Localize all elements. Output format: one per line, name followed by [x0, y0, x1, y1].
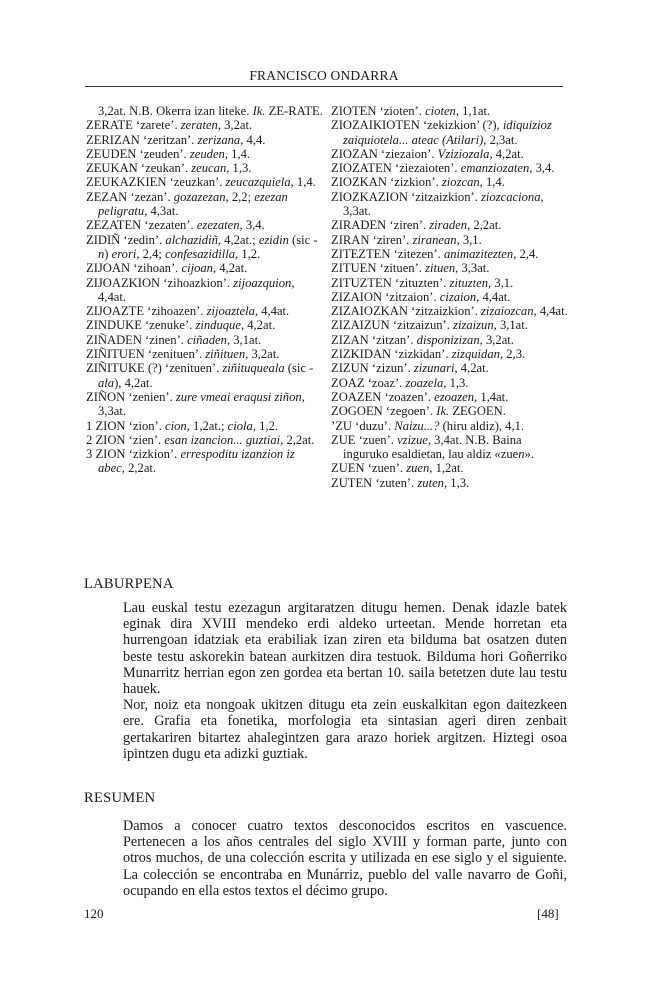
- glossary-entry: ZERIZAN ‘zeritzan’. zerizana, 4,4.: [86, 132, 266, 147]
- glossary-entry: 3 ZION ‘zizkion’. errespoditu izanzion iz abec, 2,2at.: [86, 447, 295, 476]
- glossary-entry: ZIDIÑ ‘zedin’. alchazidiñ, 4,2at.; ezidin (sic -n) erori, 2,4; confesazidilla, 1,2.: [86, 232, 318, 261]
- glossary-entry: ZITEZTEN ‘zitezen’. animazitezten, 2,4.: [331, 246, 539, 261]
- glossary-entry: ZIOZATEN ‘ziezaioten’. emanziozaten, 3,4.: [331, 161, 555, 176]
- glossary-entry: ZIZAN ‘zitzan’. disponizizan, 3,2at.: [331, 332, 514, 347]
- glossary-entry: ZIJOAN ‘zihoan’. cijoan, 4,2at.: [86, 261, 248, 276]
- glossary-entry: ZIZAIZUN ‘zitzaizun’. zizaizun, 3,1at.: [331, 318, 528, 333]
- resumen-heading: RESUMEN: [84, 790, 156, 806]
- glossary-entry: ZOAZ ‘zoaz’. zoazela, 1,3.: [331, 375, 469, 390]
- glossary-entry: ZIRADEN ‘ziren’. ziraden, 2,2at.: [331, 218, 502, 233]
- glossary-entry: ZUE ‘zuen’. vzizue, 3,4at. N.B. Baina inguruko esaldietan, lau aldiz «zuen».: [331, 432, 534, 462]
- glossary-entry: ZIZKIDAN ‘zizkidan’. zizquidan, 2,3.: [331, 347, 526, 362]
- glossary-entry: ZIÑON ‘zenien’. zure vmeai eraqusi ziñon, 3,3at.: [86, 389, 305, 419]
- glossary-entry: ZUEN ‘zuen’. zuen, 1,2at.: [331, 461, 464, 476]
- glossary-entry: ZOAZEN ‘zoazen’. ezoazen, 1,4at.: [331, 389, 509, 404]
- glossary-entry: ZUTEN ‘zuten’. zuten, 1,3.: [331, 475, 470, 490]
- resumen-paragraph-1: Damos a conocer cuatro textos desconocidos escritos en vascuence. Pertenecen a los años centrales del siglo XVIII y forman parte, junto con otros muchos, de una colección escrita y utilizada en ese siglo y el siguiente. La colección se encontraba en Munárriz, pueblo del valle navarro de Goñi, ocupando en ella estos textos el décimo grupo.: [123, 818, 567, 899]
- glossary-entry: ZIOZKAN ‘zizkion’. ziozcan, 1,4.: [331, 175, 505, 190]
- glossary-entry: ZIÑADEN ‘zinen’. ciñaden, 3,1at.: [86, 332, 262, 347]
- resumen-body: [123, 818, 567, 899]
- header-rule: [85, 86, 563, 87]
- glossary-entry: ZITUZTEN ‘zituzten’. zituzten, 3,1.: [331, 275, 514, 290]
- glossary-entry: ZIJOAZKION ‘zihoazkion’. zijoazquion, 4,4at.: [86, 275, 295, 304]
- glossary-left-column: [86, 104, 324, 476]
- laburpena-paragraph-1: Lau euskal testu ezezagun argitaratzen ditugu hemen. Denak idazle batek eginak dira XVIII mendeko erdi aldeko urteetan. Mende horretan eta hurrengoan idatziak eta erabiliak izan ziren eta bilduma bat osatzen duten beste testu askorekin batean aurkitzen dira testuok. Bilduma hori Goñerriko Munarritz herrian egon zen gordea eta bertan 10. saila betetzen dute lau testu hauek.: [123, 600, 567, 698]
- glossary-entry: ZEZATEN ‘zezaten’. ezezaten, 3,4.: [86, 218, 265, 233]
- glossary-entry: ZIRAN ‘ziren’. ziranean, 3,1.: [331, 232, 482, 247]
- glossary-entry: ZEUDEN ‘zeuden’. zeuden, 1,4.: [86, 146, 251, 161]
- page-number: 120: [84, 906, 104, 921]
- glossary-right-column: [331, 104, 569, 490]
- laburpena-body: [123, 600, 567, 762]
- glossary-entry: ZOGOEN ‘zegoen’. Ik. ZEGOEN.: [331, 404, 506, 419]
- running-header: FRANCISCO ONDARRA: [249, 68, 399, 83]
- glossary-entry: ’ZU ‘duzu’. Naizu...? (hiru aldiz), 4,1.: [331, 418, 525, 433]
- glossary-entry: ZIJOAZTE ‘zihoazen’. zijoaztela, 4,4at.: [86, 304, 290, 319]
- glossary-entry: ZIOTEN ‘zioten’. cioten, 1,1at.: [331, 104, 491, 118]
- glossary-entry: ZIZAION ‘zitzaion’. cizaion, 4,4at.: [331, 289, 511, 304]
- original-page-number: [48]: [537, 906, 559, 921]
- glossary-entry: 2 ZION ‘zien’. esan izancion... guztiai, 2,2at.: [86, 432, 315, 447]
- glossary-entry: ZERATE ‘zarete’. zeraten, 3,2at.: [86, 118, 253, 133]
- glossary-entry: ZINDUKE ‘zenuke’. zinduque, 4,2at.: [86, 318, 276, 333]
- glossary-entry: ZIÑITUEN ‘zenituen’. ziñituen, 3,2at.: [86, 347, 280, 362]
- glossary-entry: ZIZUN ‘zizun’. zizunari, 4,2at.: [331, 361, 489, 376]
- glossary-entry: ZIOZAN ‘ziezaion’. Vziziozala, 4,2at.: [331, 146, 524, 161]
- laburpena-heading: LABURPENA: [84, 576, 174, 592]
- glossary-entry: 1 ZION ‘zion’. cion, 1,2at.; ciola, 1,2.: [86, 418, 279, 433]
- glossary-entry: ZIZAIOZKAN ‘zitzaizkion’. zizaiozcan, 4,4at.: [331, 304, 568, 319]
- glossary-entry: 3,2at. N.B. Okerra izan liteke. Ik. ZE-RATE.: [98, 104, 323, 118]
- glossary-entry: ZEUKAN ‘zeukan’. zeucan, 1,3.: [86, 161, 252, 176]
- laburpena-paragraph-2: Nor, noiz eta nongoak ukitzen ditugu eta zein euskalkitan egon daitezkeen ere. Grafia eta fonetika, morfologia eta sintasian ageri diren zenbait gertakariren bitartez ahalegintzen gara arazo horiek argitzen. Hiztegi osoa ipintzen dugu eta adizki guztiak.: [123, 697, 567, 762]
- glossary-entry: ZEZAN ‘zezan’. gozazezan, 2,2; ezezan peligratu, 4,3at.: [86, 189, 288, 219]
- glossary-entry: ZEUKAZKIEN ‘zeuzkan’. zeucazquiela, 1,4.: [86, 175, 316, 190]
- glossary-entry: ZITUEN ‘zituen’. zituen, 3,3at.: [331, 261, 490, 276]
- glossary-entry: ZIOZKAZION ‘zitzaizkion’. ziozcaciona, 3,3at.: [331, 189, 544, 219]
- glossary-entry: ZIÑITUKE (?) ‘zenituen’. ziñituqueala (sic -ala), 4,2at.: [86, 361, 314, 390]
- glossary-entry: ZIOZAIKIOTEN ‘zekizkion’ (?), idiquizioz zaiquiotela... ateac (Atilari), 2,3at.: [331, 118, 552, 147]
